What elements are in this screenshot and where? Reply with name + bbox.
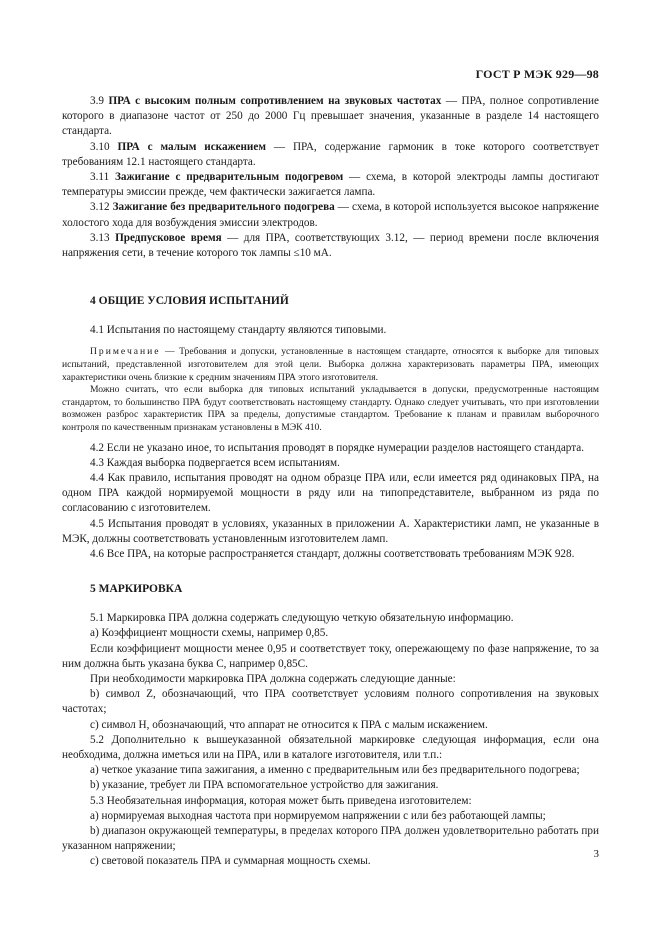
para-5-1: 5.1 Маркировка ПРА должна содержать следующую четкую обязательную информацию. xyxy=(90,612,514,625)
para-5-3-c: с) световой показатель ПРА и суммарная мощность схемы. xyxy=(90,855,371,868)
item-number: 3.11 xyxy=(90,171,110,184)
para-5-2-b: b) указание, требует ли ПРА вспомогательное устройство для зажигания. xyxy=(90,779,439,792)
para-5-1-b-intro: При необходимости маркировка ПРА должна содержать следующие данные: xyxy=(90,673,456,686)
para-5-1-b: b) символ Z, обозначающий, что ПРА соответствует условиям полного сопротивления на звуковых частотах; xyxy=(62,688,599,716)
page-content xyxy=(62,94,599,870)
para-4-5: 4.5 Испытания проводят в условиях, указанных в приложении А. Характеристики ламп, не указанные в МЭК, должны соответствовать установленным изготовителем ламп. xyxy=(62,517,599,545)
page-number: 3 xyxy=(593,848,599,860)
para-5-1-a: а) Коэффициент мощности схемы, например 0,85. xyxy=(90,627,329,640)
item-term: Предпусковое время xyxy=(115,231,222,244)
note-paragraph xyxy=(62,346,599,384)
item-3-9 xyxy=(62,94,599,140)
item-3-11 xyxy=(62,170,599,200)
para-4-1: 4.1 Испытания по настоящему стандарту являются типовыми. xyxy=(90,324,387,337)
para-5-3-a: а) нормируемая выходная частота при нормируемом напряжении с или без работающей лампы; xyxy=(90,809,546,822)
para-5-3-b: b) диапазон окружающей температуры, в пределах которого ПРА должен удовлетворительно работать при указанном напряжении; xyxy=(62,825,599,853)
para-4-4: 4.4 Как правило, испытания проводят на одном образце ПРА или, если имеется ряд одинаковых ПРА, на одном ПРА каждой нормируемой мощности в ряду или на типопредставителе, выбранном из ряда по согласованию с изготовителем. xyxy=(62,472,599,515)
item-term: ПРА с высоким полным сопротивлением на звуковых частотах xyxy=(108,95,442,107)
para-4-3: 4.3 Каждая выборка подвергается всем испытаниям. xyxy=(90,456,340,469)
item-text: — схема, в которой электроды лампы достигают температуры эмиссии прежде, чем фактически зажигается лампа. xyxy=(62,171,599,199)
para-4-2: 4.2 Если не указано иное, то испытания проводят в порядке нумерации разделов настоящего стандарта. xyxy=(90,441,585,454)
note-label: Примечание xyxy=(90,346,161,358)
para-5-1-c: с) символ Н, обозначающий, что аппарат не относится к ПРА с малым искажением. xyxy=(90,718,488,731)
item-term: ПРА с малым искажением xyxy=(117,140,266,153)
section-4-heading: 4 ОБЩИЕ УСЛОВИЯ ИСПЫТАНИЙ xyxy=(90,295,289,308)
item-number: 3.9 xyxy=(90,95,104,107)
para-5-3: 5.3 Необязательная информация, которая может быть приведена изготовителем: xyxy=(90,794,472,807)
para-5-2-a: а) четкое указание типа зажигания, а именно с предварительным или без предварительного подогрева; xyxy=(90,764,580,777)
item-3-10 xyxy=(62,140,599,170)
note-paragraph-2: Можно считать, что если выборка для типовых испытаний укладывается в допуски, предусмотренные настоящим стандартом, то большинство ПРА будут соответствовать настоящему стандарту. Однако следует учитывать, что при изготовлении возможен разброс характеристик ПРА за пределы, допустимые стандартом. Требование к планам и правилам выборочного контроля по качественным признакам установлены в МЭК 410. xyxy=(62,384,599,433)
item-term: Зажигание с предварительным подогревом xyxy=(115,171,344,184)
document-header: ГОСТ Р МЭК 929—98 xyxy=(475,67,599,81)
item-3-13 xyxy=(62,231,599,261)
note-text: — Требования и допуски, установленные в настоящем стандарте, относятся к выборке для типовых испытаний, представленной изготовителем для этой цели. Выборка должна характеризовать параметры ПРА, имеющих характеристики очень близкие к средним значениям ПРА этого изготовителя. xyxy=(62,346,599,383)
para-5-2: 5.2 Дополнительно к вышеуказанной обязательной маркировке следующая информация, если она необходима, должна иметься или на ПРА, или в каталоге изготовителя, или т.п.: xyxy=(62,733,599,762)
section-5-heading: 5 МАРКИРОВКА xyxy=(90,583,183,596)
para-5-1-a-2: Если коэффициент мощности менее 0,95 и соответствует току, опережающему по фазе напряжение, то за ним должна быть указана буква С, например 0,85С. xyxy=(62,642,599,670)
item-3-12 xyxy=(62,200,599,230)
item-number: 3.13 xyxy=(90,231,110,244)
item-text: — для ПРА, соответствующих 3.12, — период времени после включения напряжения сети, в течение которого ток лампы ≤10 мА. xyxy=(62,231,599,260)
item-text: — ПРА, содержание гармоник в токе которого соответствует требованиям 12.1 настоящего стандарта. xyxy=(62,140,599,168)
item-text: — ПРА, полное сопротивление которого в диапазоне частот от 250 до 2000 Гц превышает значения, указанные в разделе 14 настоящего стандарта. xyxy=(62,95,600,138)
para-4-6: 4.6 Все ПРА, на которые распространяется стандарт, должны соответствовать требованиям МЭК 928. xyxy=(90,548,575,561)
item-text: — схема, в которой используется высокое напряжение холостого хода для возбуждения эмиссии электродов. xyxy=(62,201,600,229)
item-term: Зажигание без предварительного подогрева xyxy=(112,201,335,214)
item-number: 3.10 xyxy=(90,140,110,153)
item-number: 3.12 xyxy=(90,201,110,214)
